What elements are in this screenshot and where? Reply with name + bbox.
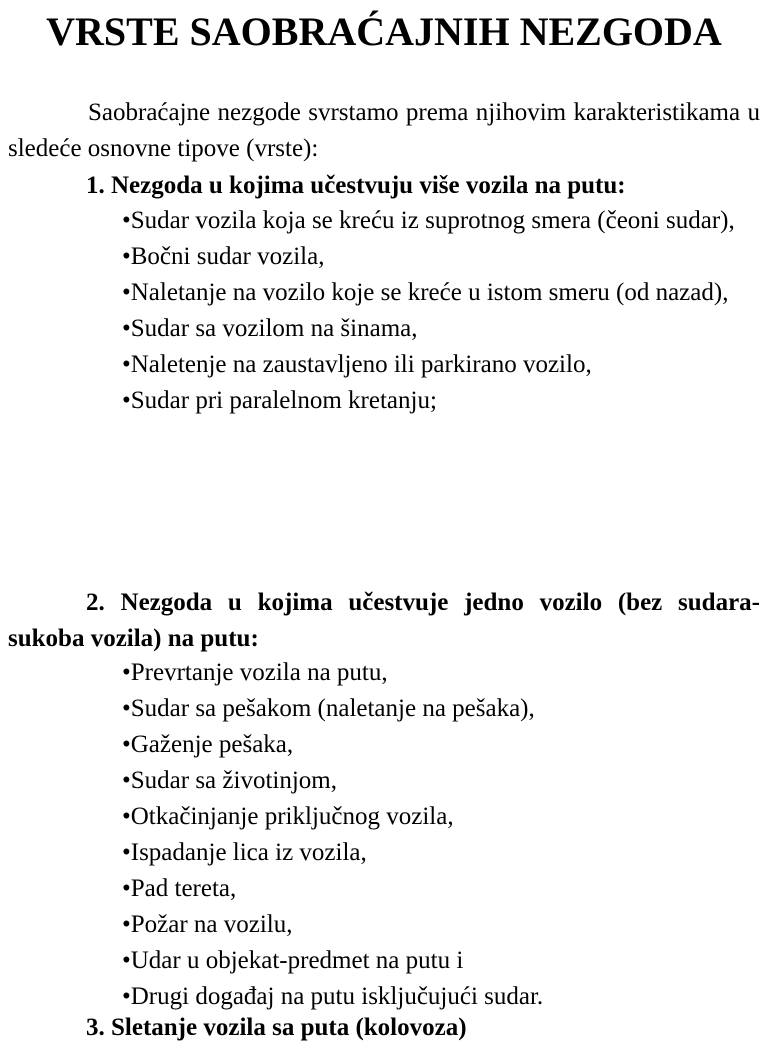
list-item: •Naletanje na vozilo koje se kreće u istom smeru (od nazad), [122,279,729,306]
page-title: VRSTE SAOBRAĆAJNIH NEZGODA [46,9,722,54]
list-item: •Otkačinjanje priključnog vozila, [122,803,454,830]
list-item: •Ispadanje lica iz vozila, [122,839,367,866]
list-item: •Sudar vozila koja se kreću iz suprotnog smera (čeoni sudar), [122,207,735,234]
list-item: •Pad tereta, [122,875,237,902]
section-2-list [122,655,760,1015]
list-item: •Sudar pri paralelnom kretanju; [122,387,437,414]
list-item: •Sudar sa vozilom na šinama, [122,315,418,342]
intro-paragraph: Saobraćajne nezgode svrstamo prema njihovim karakteristikama u sledeće osnovne tipove (vrste): [8,99,760,162]
list-item: •Sudar sa životinjom, [122,767,337,794]
list-item: •Bočni sudar vozila, [122,243,325,270]
list-item: •Požar na vozilu, [122,911,293,938]
section-1-list [122,203,760,419]
list-item: •Sudar sa pešakom (naletanje na pešaka), [122,695,535,722]
list-item: •Drugi događaj na putu isključujući sudar. [122,983,544,1010]
list-item: •Gaženje pešaka, [122,731,294,758]
section-1-heading: 1. Nezgoda u kojima učestvuju više vozila na putu: [86,172,626,199]
list-item: •Naletenje na zaustavljeno ili parkirano vozilo, [122,351,592,378]
section-3-heading: 3. Sletanje vozila sa puta (kolovoza) [86,1014,467,1041]
list-item: •Prevrtanje vozila na putu, [122,659,388,686]
list-item: •Udar u objekat-predmet na putu i [122,947,464,974]
section-2-heading: 2. Nezgoda u kojima učestvuje jedno vozilo (bez sudara-sukoba vozila) na putu: [8,589,760,652]
